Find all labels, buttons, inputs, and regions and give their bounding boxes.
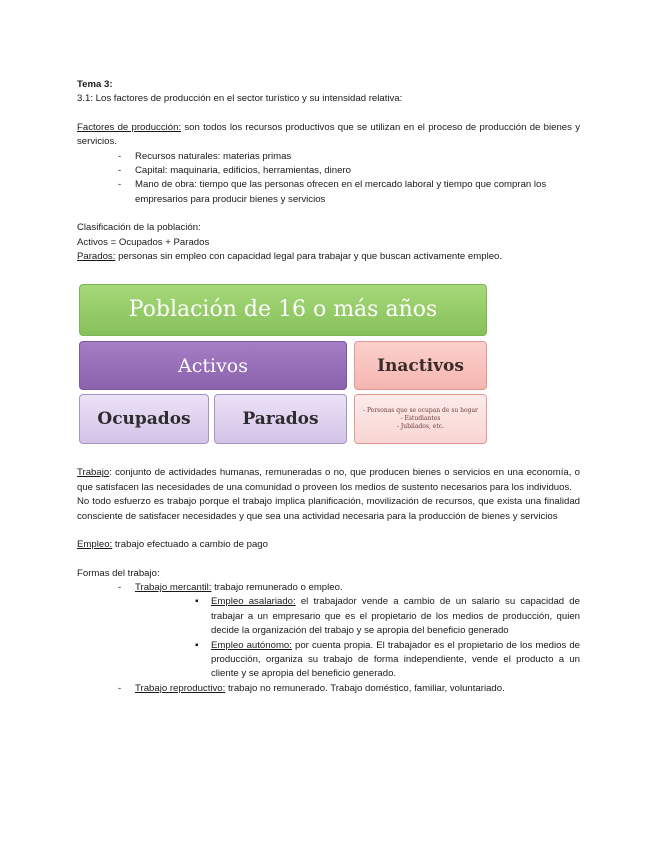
autonomo-term: Empleo autónomo: (211, 639, 292, 651)
mercantil-term: Trabajo mercantil: (135, 581, 212, 593)
factores-def: son todos los recursos productivos que se utilizan en el proceso de producción de bienes y servicios. (77, 121, 580, 148)
factores-paragraph (77, 121, 580, 150)
subtitle: 3.1: Los factores de producción en el sector turístico y su intensidad relativa: (77, 93, 403, 105)
asalariado-term: Empleo asalariado: (211, 596, 296, 608)
trabajo-note: No todo esfuerzo es trabajo porque el trabajo implica planificación, movilización de recursos, que exista una finalidad consciente de satisfacer necesidades y que sea una actividad necesaria para la producción de bienes y servicios (77, 496, 580, 522)
parados-paragraph (77, 250, 580, 264)
diagram-parados-box: Parados (214, 394, 347, 444)
factores-list (77, 150, 580, 208)
empleo-paragraph (77, 538, 580, 552)
trabajo-term: Trabajo (77, 467, 110, 479)
list-item: - Capital: maquinaria, edificios, herramientas, dinero (118, 164, 580, 178)
diagram-inactivos-item: - Personas que se ocupan de su hogar (363, 407, 478, 415)
list-item: - Recursos naturales: materias primas (118, 150, 580, 164)
document-page (77, 78, 580, 696)
list-item (195, 639, 580, 682)
diagram-inactivos-item: - Jubilados, etc. (396, 423, 445, 431)
formas-list (77, 581, 580, 595)
heading: Tema 3: (77, 79, 113, 90)
parados-def: personas sin empleo con capacidad legal para trabajar y que buscan activamente empleo. (115, 251, 503, 263)
diagram-inactivos-list (354, 394, 487, 444)
diagram-activos-box: Activos (79, 341, 347, 390)
formas-title: Formas del trabajo: (77, 567, 160, 579)
list-item (118, 682, 580, 696)
mercantil-sublist (77, 595, 580, 681)
reproductivo-term: Trabajo reproductivo: (135, 682, 226, 694)
diagram-ocupados-box: Ocupados (79, 394, 209, 444)
diagram-inactivos-box: Inactivos (354, 341, 487, 390)
mercantil-def: trabajo remunerado o empleo. (211, 581, 343, 593)
parados-term: Parados: (77, 251, 116, 263)
clasificacion-formula: Activos = Ocupados + Parados (77, 236, 210, 248)
clasificacion-title: Clasificación de la población: (77, 222, 201, 234)
asalariado-def: el trabajador vende a cambio de un salario su capacidad de trabajar a un empresario que es el propietario de los medios de producción, quien decide la organización del trabajo y se apropia del beneficio generado (211, 596, 580, 637)
list-item (195, 595, 580, 638)
autonomo-def: por cuenta propia. El trabajador es el propietario de los medios de producción, organiza su trabajo de forma independiente, vende el producto a un cliente y se apropia del beneficio generado. (211, 639, 580, 680)
diagram-inactivos-item: - Estudiantes (400, 415, 441, 423)
reproductivo-def: trabajo no remunerado. Trabajo doméstico, familiar, voluntariado. (225, 682, 505, 694)
trabajo-def: : conjunto de actividades humanas, remuneradas o no, que producen bienes o servicios en una economía, o que satisfacen las necesidades de una comunidad o proveen los medios de sustento necesarios para los individuos. (77, 467, 580, 493)
formas-list-2 (77, 682, 580, 696)
empleo-def: trabajo efectuado a cambio de pago (112, 539, 268, 551)
diagram-top-box: Población de 16 o más años (79, 284, 487, 336)
trabajo-paragraph (77, 466, 580, 495)
list-item: - Mano de obra: tiempo que las personas ofrecen en el mercado laboral y tiempo que compran los empresarios para producir bienes y servicios (118, 178, 580, 207)
empleo-term: Empleo: (77, 539, 113, 551)
list-item (118, 581, 580, 595)
factores-term: Factores de producción: (77, 121, 182, 133)
population-diagram (79, 284, 489, 444)
